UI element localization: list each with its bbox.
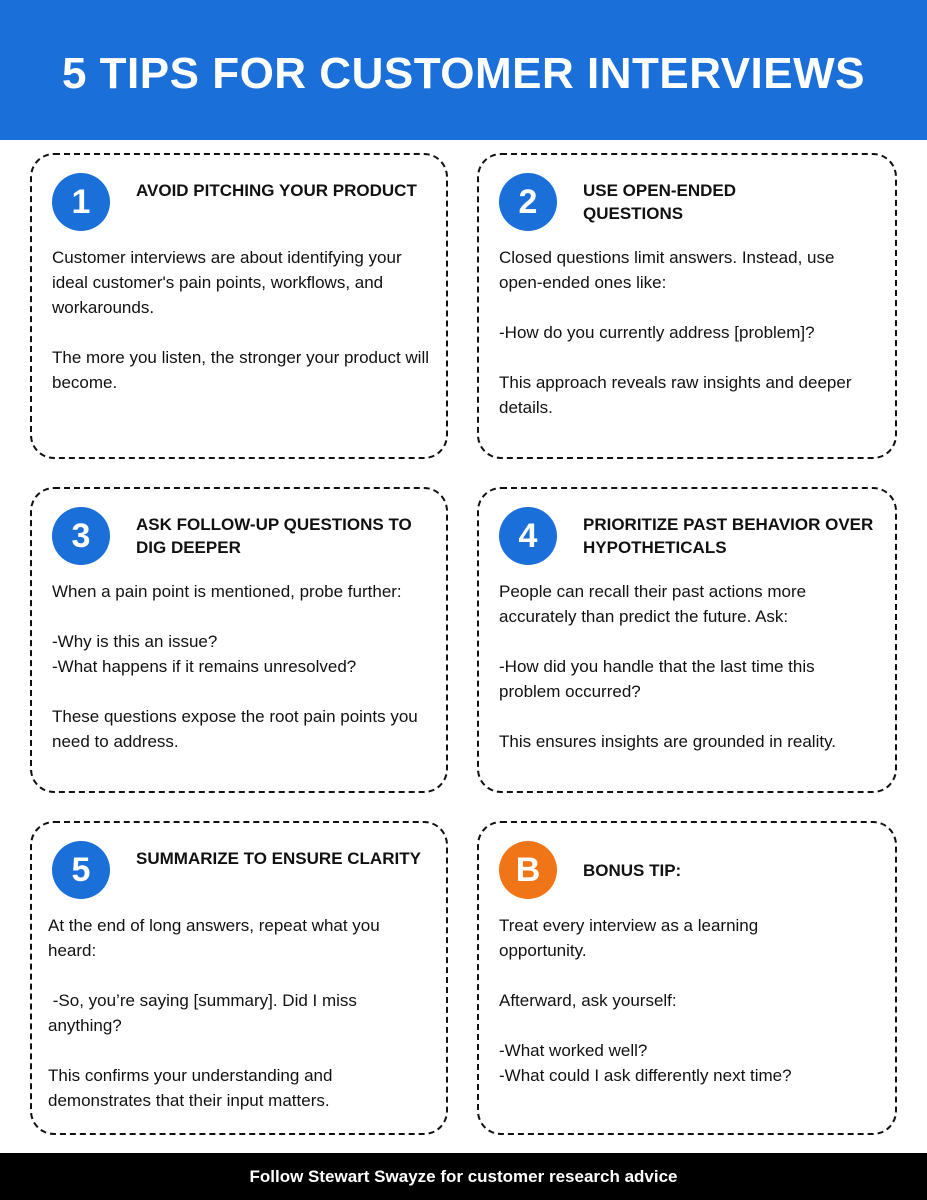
footer-text: Follow Stewart Swayze for customer research advice	[249, 1166, 678, 1186]
tip-card-1	[30, 153, 448, 459]
tip-paragraph: These questions expose the root pain points you need to address.	[52, 707, 418, 751]
tip-title-bonus: BONUS TIP:	[583, 861, 682, 880]
tip-paragraph: The more you listen, the stronger your product will become.	[52, 348, 430, 392]
tip-title-3: ASK FOLLOW-UP QUESTIONS TO DIG DEEPER	[136, 515, 412, 557]
header-banner	[0, 0, 927, 140]
tip-paragraph: At the end of long answers, repeat what you heard:	[48, 916, 380, 960]
tip-card-bonus	[477, 821, 897, 1135]
tip-body-2	[499, 245, 879, 420]
tip-title-2: USE OPEN-ENDED QUESTIONS	[583, 181, 737, 223]
tip-card-2	[477, 153, 897, 459]
tip-paragraph: -How did you handle that the last time this problem occurred?	[499, 657, 815, 701]
footer-bar	[0, 1153, 927, 1200]
number-badge-5: 5	[52, 841, 110, 899]
tip-card-3	[30, 487, 448, 793]
number-badge-2: 2	[499, 173, 557, 231]
tip-paragraph: This confirms your understanding and demonstrates that their input matters.	[48, 1066, 333, 1110]
page-title: 5 TIPS FOR CUSTOMER INTERVIEWS	[61, 49, 866, 98]
tip-paragraph: Closed questions limit answers. Instead, use open-ended ones like:	[499, 248, 835, 292]
tip-paragraph: -Why is this an issue? -What happens if it remains unresolved?	[52, 632, 357, 676]
tip-paragraph: When a pain point is mentioned, probe further:	[52, 582, 402, 601]
tip-paragraph: Treat every interview as a learning opportunity.	[499, 916, 759, 960]
tip-body-bonus	[499, 913, 879, 1088]
tip-paragraph: -How do you currently address [problem]?	[499, 323, 815, 342]
number-badge-3: 3	[52, 507, 110, 565]
tip-paragraph: This ensures insights are grounded in reality.	[499, 732, 837, 751]
tip-paragraph: Afterward, ask yourself:	[499, 991, 677, 1010]
number-badge-4: 4	[499, 507, 557, 565]
tip-body-5	[48, 913, 430, 1113]
tip-body-3	[52, 579, 430, 754]
tip-body-1	[52, 245, 430, 395]
tip-title-5: SUMMARIZE TO ENSURE CLARITY	[136, 849, 421, 868]
tip-paragraph: -So, you’re saying [summary]. Did I miss anything?	[48, 991, 362, 1035]
tip-paragraph: This approach reveals raw insights and deeper details.	[499, 373, 852, 417]
bonus-badge: B	[499, 841, 557, 899]
tip-card-5	[30, 821, 448, 1135]
tip-paragraph: -What worked well? -What could I ask differently next time?	[499, 1041, 792, 1085]
tip-title-4: PRIORITIZE PAST BEHAVIOR OVER HYPOTHETICALS	[583, 515, 874, 557]
tip-title-1: AVOID PITCHING YOUR PRODUCT	[136, 181, 417, 200]
tip-card-4	[477, 487, 897, 793]
tip-paragraph: People can recall their past actions more accurately than predict the future. Ask:	[499, 582, 807, 626]
number-badge-1: 1	[52, 173, 110, 231]
tip-paragraph: Customer interviews are about identifying your ideal customer's pain points, workflows, and workarounds.	[52, 248, 402, 317]
tip-body-4	[499, 579, 879, 754]
